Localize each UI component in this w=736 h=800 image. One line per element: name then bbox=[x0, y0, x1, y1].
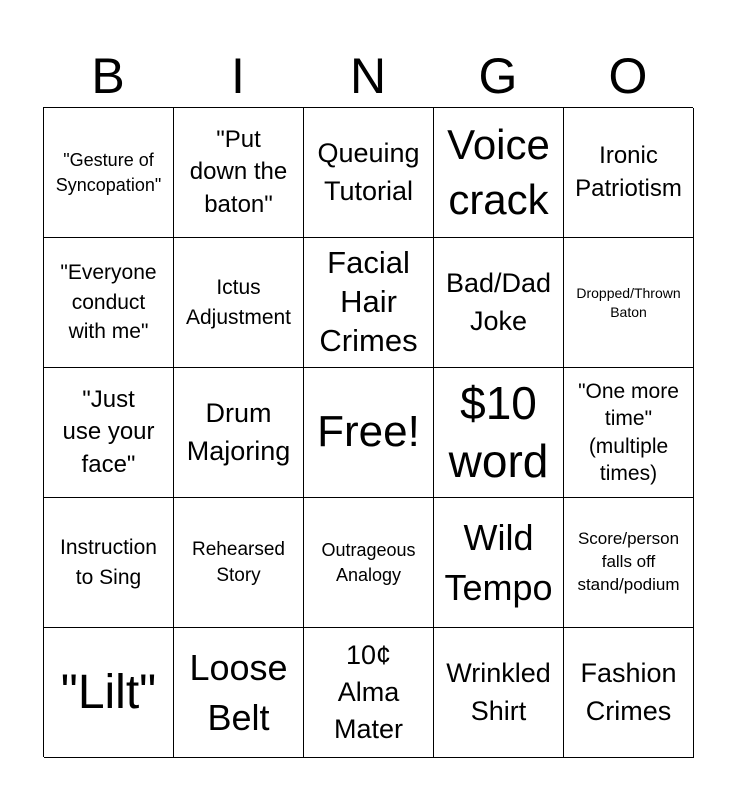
header-letter-i: I bbox=[231, 48, 245, 104]
cell-text: "Put down the baton" bbox=[189, 125, 288, 218]
cell-text: Wild Tempo bbox=[444, 516, 553, 608]
bingo-cell-r5c4[interactable] bbox=[434, 628, 564, 758]
cell-text: Facial Hair Crimes bbox=[319, 245, 418, 358]
bingo-cell-r4c4[interactable] bbox=[434, 498, 564, 628]
cell-text: Fashion Crimes bbox=[580, 658, 677, 726]
free-space-text: Free! bbox=[317, 407, 420, 457]
bingo-cell-r4c2[interactable] bbox=[174, 498, 304, 628]
cell-text: Queuing Tutorial bbox=[317, 138, 420, 206]
bingo-cell-r5c1[interactable] bbox=[44, 628, 174, 758]
bingo-header bbox=[43, 44, 693, 108]
bingo-cell-r5c3[interactable] bbox=[304, 628, 434, 758]
cell-text: $10 word bbox=[448, 377, 549, 487]
cell-text: "Everyone conduct with me" bbox=[60, 261, 157, 344]
bingo-cell-r3c1[interactable] bbox=[44, 368, 174, 498]
bingo-cell-r2c1[interactable] bbox=[44, 238, 174, 368]
bingo-cell-r2c5[interactable] bbox=[564, 238, 694, 368]
cell-text: Dropped/Thrown Baton bbox=[576, 284, 681, 320]
cell-text: 10¢ Alma Mater bbox=[333, 639, 404, 745]
bingo-cell-r2c2[interactable] bbox=[174, 238, 304, 368]
bingo-cell-r3c2[interactable] bbox=[174, 368, 304, 498]
cell-text: "One more time" (multiple times) bbox=[578, 379, 679, 485]
bingo-cell-r1c3[interactable] bbox=[304, 108, 434, 238]
cell-text: Rehearsed Story bbox=[192, 538, 285, 586]
cell-text: Instruction to Sing bbox=[60, 536, 157, 589]
bingo-cell-r5c2[interactable] bbox=[174, 628, 304, 758]
cell-text: Outrageous Analogy bbox=[321, 540, 416, 585]
header-letter-n: N bbox=[349, 48, 387, 104]
bingo-cell-r1c4[interactable] bbox=[434, 108, 564, 238]
bingo-cell-r3c5[interactable] bbox=[564, 368, 694, 498]
bingo-cell-r2c3[interactable] bbox=[304, 238, 434, 368]
cell-text: Ictus Adjustment bbox=[185, 276, 292, 329]
cell-text: "Lilt" bbox=[60, 665, 157, 719]
bingo-cell-r5c5[interactable] bbox=[564, 628, 694, 758]
cell-text: Drum Majoring bbox=[186, 398, 291, 466]
bingo-board bbox=[43, 107, 693, 757]
cell-text: Bad/Dad Joke bbox=[445, 268, 552, 336]
bingo-cell-r1c1[interactable] bbox=[44, 108, 174, 238]
bingo-cell-r3c4[interactable] bbox=[434, 368, 564, 498]
bingo-cell-r4c3[interactable] bbox=[304, 498, 434, 628]
bingo-cell-free[interactable] bbox=[304, 368, 434, 498]
cell-text: Voice crack bbox=[447, 120, 550, 223]
cell-text: "Gesture of Syncopation" bbox=[55, 150, 162, 195]
cell-text: "Just use your face" bbox=[62, 385, 155, 478]
bingo-cell-r2c4[interactable] bbox=[434, 238, 564, 368]
header-letter-b: B bbox=[91, 48, 125, 104]
cell-text: Score/person falls off stand/podium bbox=[577, 529, 680, 594]
bingo-cell-r1c5[interactable] bbox=[564, 108, 694, 238]
cell-text: Wrinkled Shirt bbox=[446, 658, 551, 726]
header-letter-o: O bbox=[608, 48, 648, 104]
bingo-cell-r4c5[interactable] bbox=[564, 498, 694, 628]
bingo-cell-r4c1[interactable] bbox=[44, 498, 174, 628]
cell-text: Ironic Patriotism bbox=[575, 142, 682, 202]
bingo-cell-r1c2[interactable] bbox=[174, 108, 304, 238]
cell-text: Loose Belt bbox=[189, 646, 288, 738]
header-letter-g: G bbox=[478, 48, 518, 104]
